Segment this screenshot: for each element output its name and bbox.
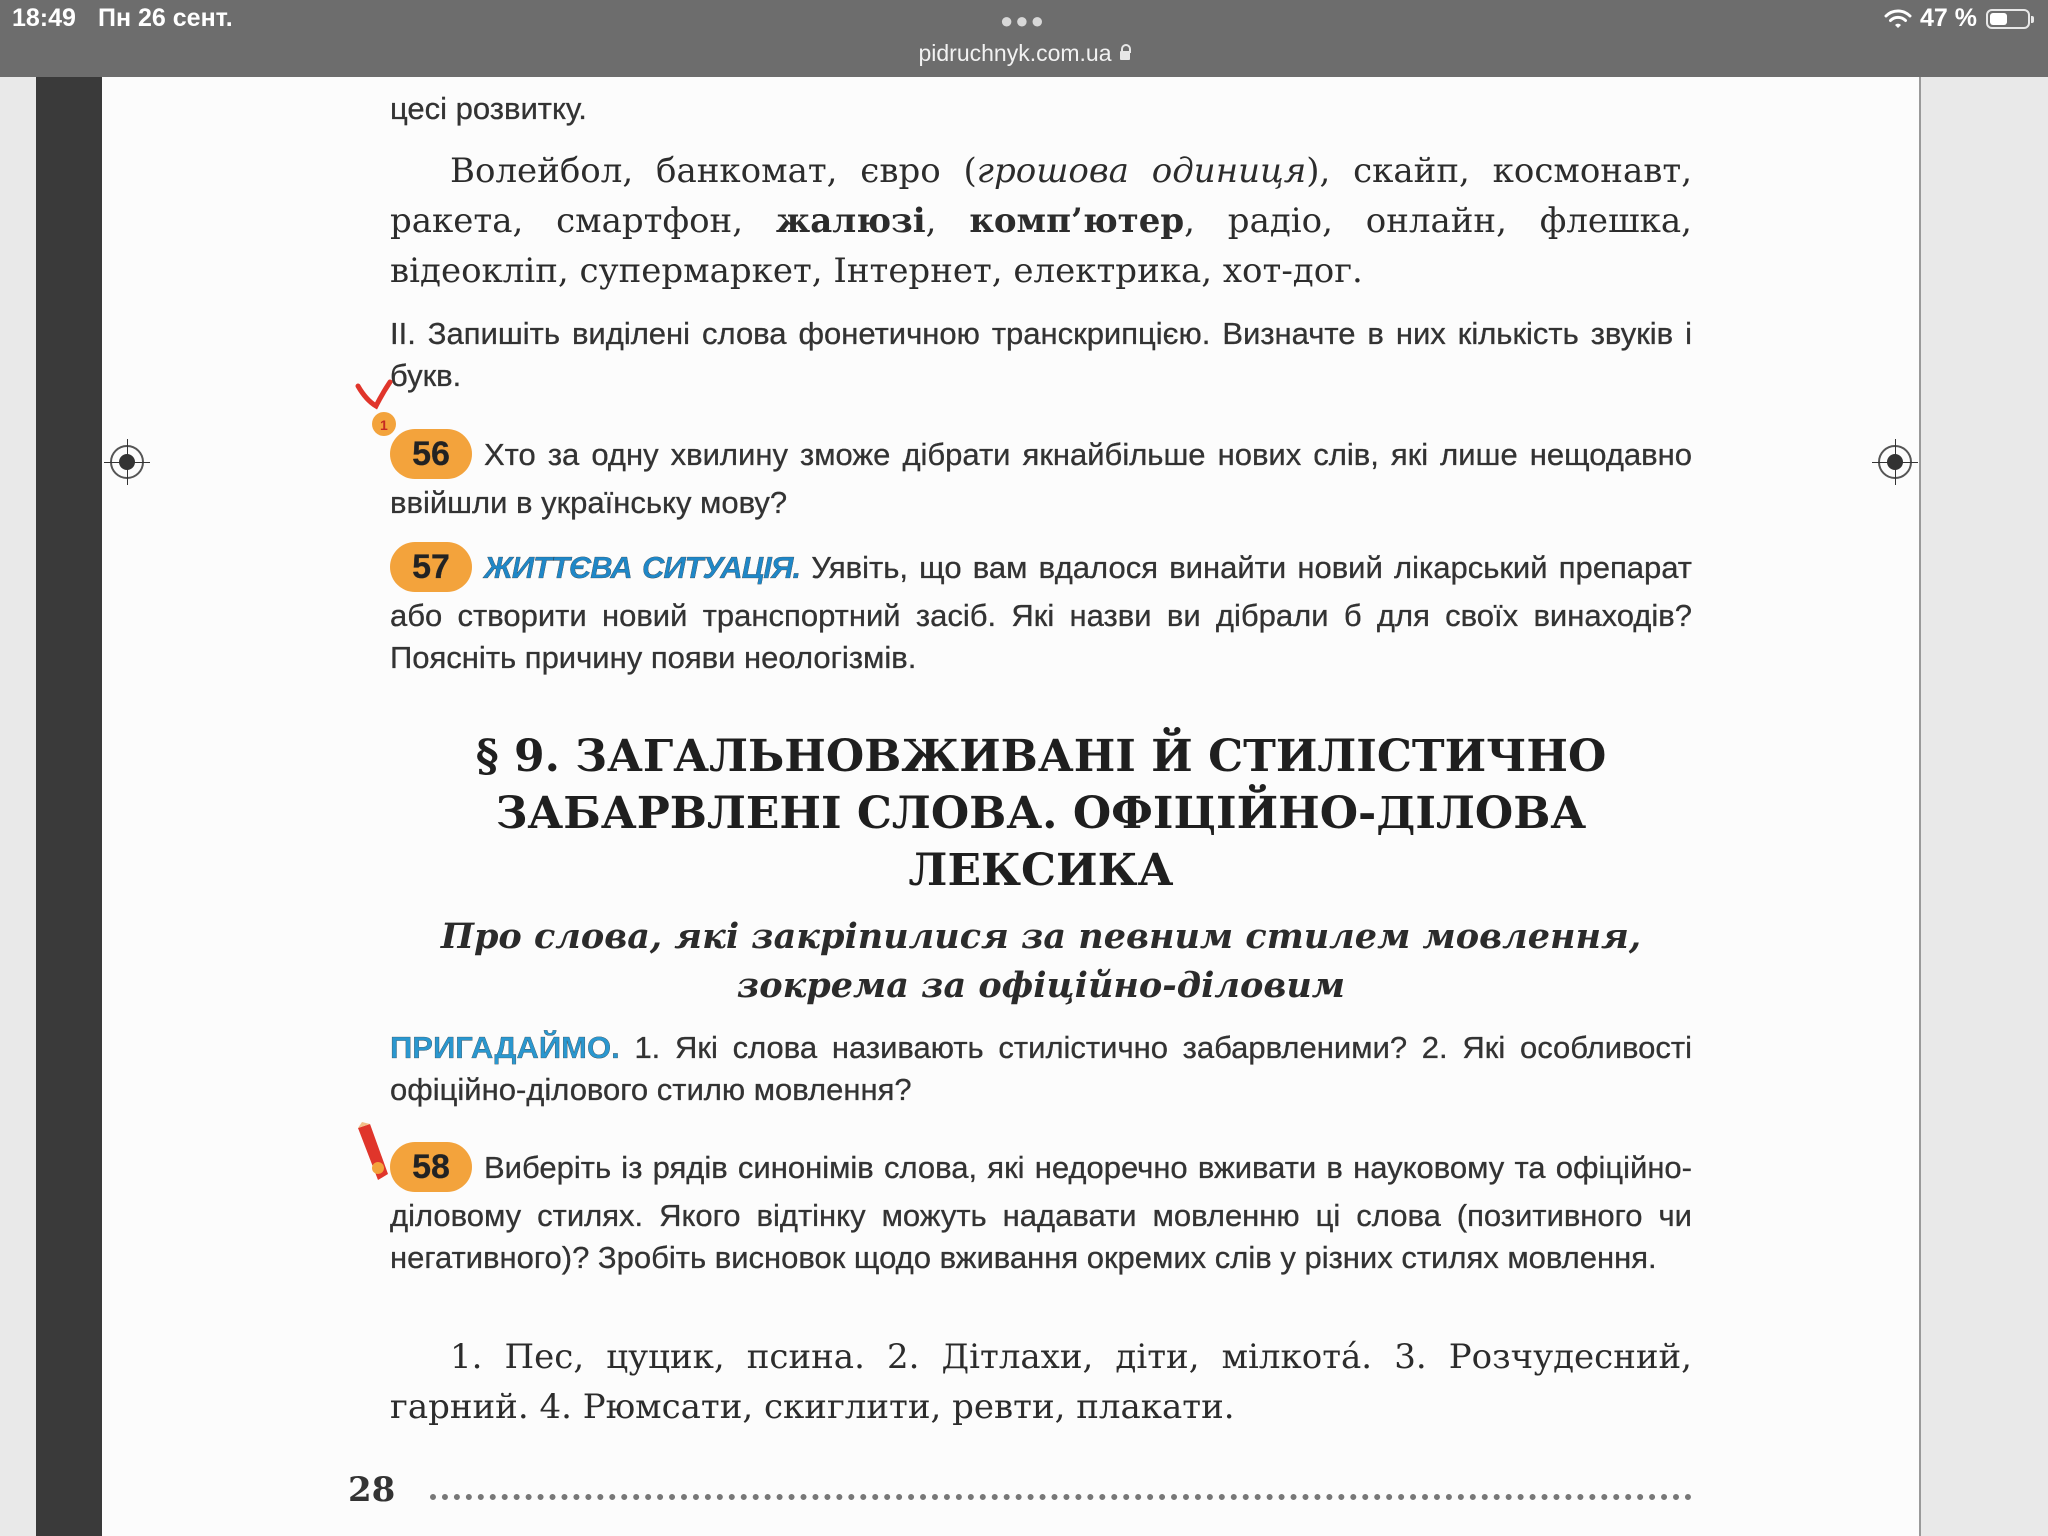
lock-icon	[1120, 51, 1130, 60]
battery-icon	[1986, 9, 2030, 29]
browser-status-bar	[0, 0, 2048, 77]
synonym-rows: 1. Пес, цуцик, псина. 2. Дітлахи, діти, мілкота́. 3. Розчудесний, гарний. 4. Рюмсати, скиглити, ревти, плакати.	[390, 1337, 1692, 1427]
battery-percentage: 47 %	[1920, 4, 1977, 32]
battery-fill	[1990, 13, 2007, 25]
exercise-58: 58 Виберіть із рядів синонімів слова, які недоречно вживати в науковому та офіційно-діловому стилях. Якого відтінку можуть надавати мовленню ці слова (позитивного чи негативного)? Зробіть висновок щодо вживання окремих слів у різних стилях мовлення.	[390, 1145, 1692, 1279]
registration-mark-icon	[110, 445, 144, 479]
status-time: 18:49	[12, 4, 76, 32]
remember-label: ПРИГАДАЙМО.	[390, 1030, 620, 1065]
more-dots-icon[interactable]: ●●●	[1000, 8, 1046, 33]
exercise-57: 57 ЖИТТЄВА СИТУАЦІЯ. Уявіть, що вам вдалося винайти новий лікарський препарат або створити новий транспортний засіб. Які назви ви дібрали б для своїх винаходів? Поясніть причину появи неологізмів.	[390, 545, 1692, 679]
top-cut-line: цесі розвитку.	[390, 91, 587, 126]
exercise-number-badge: 57	[390, 542, 472, 592]
footer-dotted-rule	[430, 1494, 1692, 1500]
page-number: 28	[348, 1470, 396, 1510]
url-text[interactable]: pidruchnyk.com.ua	[918, 40, 1112, 66]
registration-mark-icon	[1878, 445, 1912, 479]
wifi-icon	[1884, 8, 1912, 30]
section-subtitle: Про слова, які закріпилися за певним стилем мовлення, зокрема за офіційно-діловим	[440, 916, 1642, 1006]
svg-text:1: 1	[380, 417, 388, 433]
address-bar[interactable]	[0, 40, 2048, 67]
exercise-56: 56 Хто за одну хвилину зможе дібрати якнайбільше нових слів, які лише нещодавно ввійшли в українську мову?	[390, 432, 1692, 524]
task-ii: II. Запишіть виділені слова фонетичною транскрипцією. Визначте в них кількість звуків і букв.	[390, 316, 1692, 393]
remember-block: ПРИГАДАЙМО. 1. Які слова називають стилістично забарвленими? 2. Які особливості офіційно-ділового стилю мовлення?	[390, 1030, 1692, 1107]
section-title: § 9. ЗАГАЛЬНОВЖИВАНІ Й СТИЛІСТИЧНО ЗАБАРВЛЕНІ СЛОВА. ОФІЦІЙНО-ДІЛОВА ЛЕКСИКА	[475, 731, 1607, 896]
status-date: Пн 26 сент.	[98, 4, 233, 32]
page-right-edge	[1919, 77, 1921, 1536]
exercise-number-badge: 56	[390, 429, 472, 479]
life-situation-label: ЖИТТЄВА СИТУАЦІЯ.	[484, 550, 801, 586]
page-left-shadow	[36, 77, 102, 1536]
exercise-number-badge: 58	[390, 1142, 472, 1192]
word-list: Волейбол, банкомат, євро (грошова одиниця), скайп, космонавт, ракета, смартфон, жалюзі, комп’ютер, радіо, онлайн, флешка, відеокліп, супермаркет, Інтернет, електрика, хот-дог.	[390, 151, 1692, 291]
